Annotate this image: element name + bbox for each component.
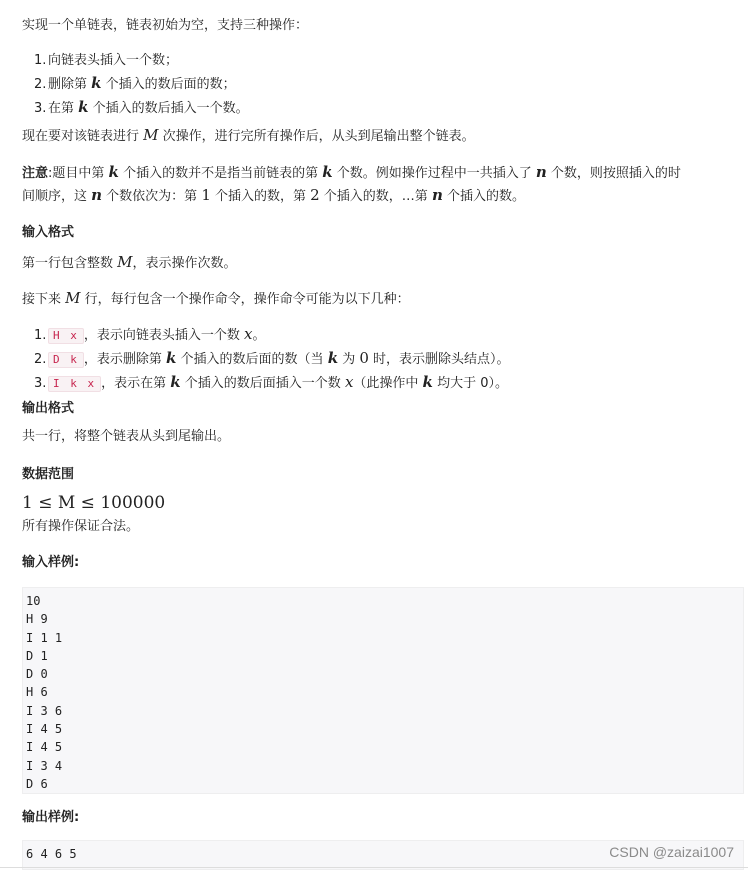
code-line: D 0 [26, 667, 48, 682]
intro-text: 实现一个单链表，链表初始为空，支持三种操作： [22, 18, 309, 33]
note-line-2: 间顺序，这 n 个数依次为：第 1 个插入的数，第 2 个插入的数，…第 n 个插入的数。 [22, 186, 525, 204]
sample-input-heading: 输入样例: [22, 555, 80, 570]
list-item: 2. D k ，表示删除第 k 个插入的数后面的数（当 k 为 0 时，表示删除头结点）。 [34, 349, 510, 367]
commands-list [34, 323, 510, 395]
sample-input-block [22, 587, 744, 794]
code-line: I 1 1 [26, 630, 63, 645]
input-format-line-1: 第一行包含整数 M，表示操作次数。 [22, 253, 237, 271]
note-label: 注意 [22, 166, 49, 181]
code-line: I 4 5 [26, 740, 63, 755]
operations-list [34, 50, 249, 120]
inline-code: D k [48, 352, 84, 368]
list-item: 3. 在第 k 个插入的数后插入一个数。 [34, 98, 249, 116]
code-line: 10 [26, 594, 41, 608]
inline-code: H x [48, 328, 84, 344]
list-item: 2. 删除第 k 个插入的数后面的数； [34, 74, 236, 92]
output-format-text: 共一行，将整个链表从头到尾输出。 [22, 429, 231, 444]
sample-output-heading: 输出样例: [22, 810, 80, 825]
code-line: I 3 6 [26, 703, 63, 718]
code-line: I 4 5 [26, 722, 63, 737]
code-line: D 1 [26, 648, 48, 663]
range-heading: 数据范围 [22, 467, 75, 482]
code-line: I 3 4 [26, 758, 63, 773]
code-line: D 6 [26, 776, 48, 791]
code-line: H 9 [26, 612, 48, 627]
m-sentence: 现在要对该链表进行 M 次操作，进行完所有操作后，从头到尾输出整个链表。 [22, 126, 475, 144]
output-format-heading: 输出格式 [22, 401, 75, 416]
range-formula: 1 ≤ M ≤ 100000 [22, 493, 166, 513]
list-item: 1. H x ，表示向链表头插入一个数 x。 [34, 325, 266, 343]
input-format-line-2: 接下来 M 行，每行包含一个操作命令，操作命令可能为以下几种： [22, 289, 410, 307]
code-line: H 6 [26, 685, 48, 700]
code-line: 6 4 6 5 [26, 847, 77, 861]
note-line-1: 注意:题目中第 k 个插入的数并不是指当前链表的第 k 个数。例如操作过程中一共插入了 n 个数，则按照插入的时 [22, 163, 681, 181]
csdn-watermark: CSDN @zaizai1007 [609, 844, 734, 860]
inline-code: I k x [48, 376, 101, 392]
list-item: 3. I k x ，表示在第 k 个插入的数后面插入一个数 x（此操作中 k 均大于 0）。 [34, 373, 508, 391]
range-text: 所有操作保证合法。 [22, 519, 140, 534]
input-format-heading: 输入格式 [22, 225, 75, 240]
list-item: 1. 向链表头插入一个数； [34, 53, 179, 68]
